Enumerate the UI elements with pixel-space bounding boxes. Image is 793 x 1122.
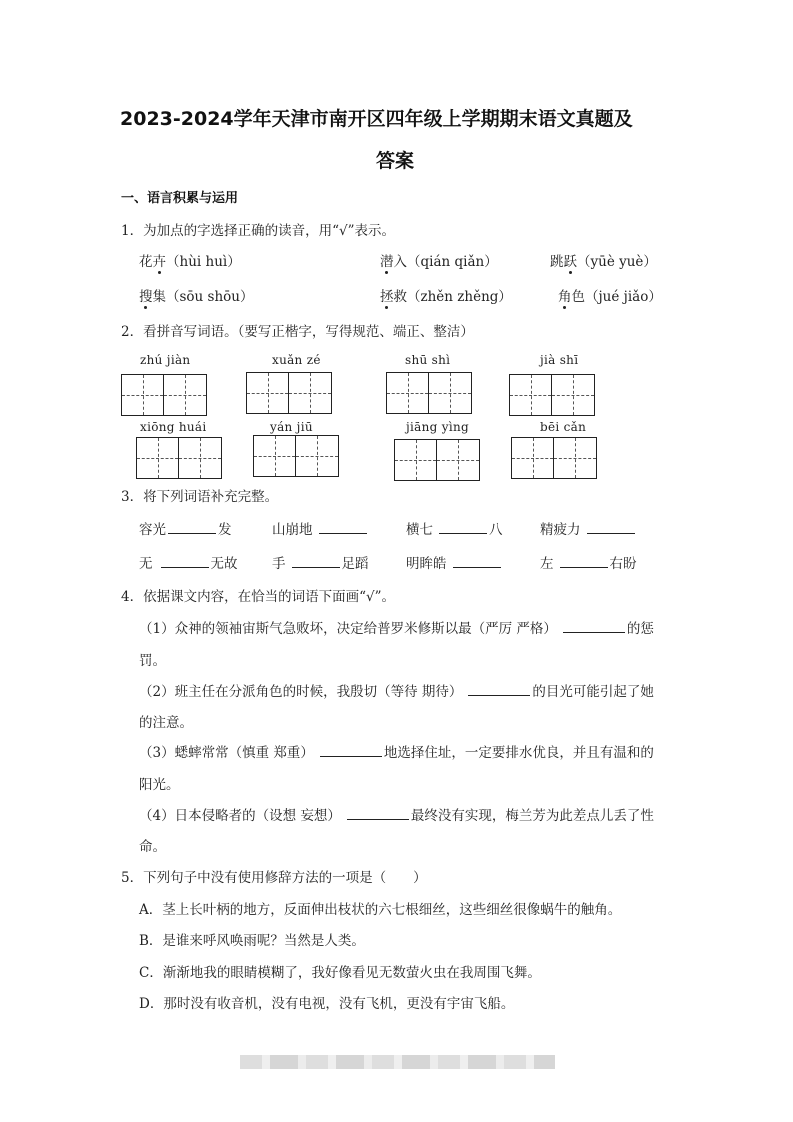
writing-grid[interactable]: [246, 372, 332, 414]
q1-item: 花卉（hùi huì）: [139, 254, 241, 270]
idiom-fill: 左 右盼: [540, 556, 637, 572]
option-a[interactable]: A．茎上长叶柄的地方，反面伸出枝状的六七根细丝，这些细丝很像蜗牛的触角。: [139, 902, 622, 918]
q4-item-cont: 罚。: [139, 653, 166, 669]
question-5-stem: 5．下列句子中没有使用修辞方法的一项是（ ）: [121, 870, 427, 886]
writing-grid[interactable]: [253, 435, 339, 477]
section-heading: 一、语言积累与运用: [121, 191, 239, 206]
pinyin-label: xiōng huái: [140, 420, 207, 434]
idiom-fill: 无 无故: [139, 556, 238, 572]
q4-item-cont: 的注意。: [139, 715, 193, 731]
question-3-stem: 3．将下列词语补充完整。: [121, 489, 279, 505]
writing-grid[interactable]: [386, 372, 472, 414]
q1-item: 拯救（zhěn zhěng）: [380, 289, 512, 305]
idiom-fill: 手 足蹈: [272, 556, 369, 572]
blurred-footer-watermark: [240, 1055, 555, 1069]
pinyin-label: zhú jiàn: [140, 353, 191, 367]
q1-item: 跳跃（yūè yuè）: [550, 254, 657, 270]
q4-item: （2）班主任在分派角色的时候，我殷切（等待 期待） 的目光可能引起了她: [139, 684, 654, 700]
writing-grid[interactable]: [511, 437, 597, 479]
page-title-line1: 2023-2024学年天津市南开区四年级上学期期末语文真题及: [120, 108, 633, 130]
idiom-fill: 容光 发: [139, 522, 232, 538]
writing-grid[interactable]: [509, 374, 595, 416]
writing-grid[interactable]: [394, 439, 480, 481]
pinyin-label: xuǎn zé: [272, 353, 321, 367]
page-title-line2: 答案: [376, 150, 415, 172]
q4-item: （1）众神的领袖宙斯气急败坏，决定给普罗米修斯以最（严厉 严格） 的惩: [139, 621, 654, 637]
writing-grid[interactable]: [136, 437, 222, 479]
q1-item: 角色（jué jiǎo）: [558, 289, 662, 305]
pinyin-label: jià shī: [540, 353, 579, 367]
q1-item: 搜集（sōu shōu）: [139, 289, 254, 305]
option-b[interactable]: B．是谁来呼风唤雨呢？当然是人类。: [139, 933, 365, 949]
writing-grid[interactable]: [121, 374, 207, 416]
q1-item: 潜入（qián qiǎn）: [380, 254, 498, 270]
pinyin-label: jiāng yìng: [406, 420, 469, 434]
question-1-stem: 1．为加点的字选择正确的读音，用“√”表示。: [121, 223, 395, 239]
q4-item-cont: 阳光。: [139, 777, 180, 793]
pinyin-label: yán jiū: [270, 420, 313, 434]
q4-item-cont: 命。: [139, 839, 166, 855]
idiom-fill: 明眸皓: [406, 552, 503, 572]
question-4-stem: 4．依据课文内容，在恰当的词语下面画“√”。: [121, 589, 395, 605]
pinyin-label: bēi cǎn: [540, 420, 587, 434]
idiom-fill: 山崩地: [272, 518, 369, 538]
q4-item: （3）蟋蟀常常（慎重 郑重） 地选择住址，一定要排水优良，并且有温和的: [139, 745, 654, 761]
pinyin-label: shū shì: [405, 353, 451, 367]
option-d[interactable]: D．那时没有收音机，没有电视，没有飞机，更没有宇宙飞船。: [139, 996, 515, 1012]
option-c[interactable]: C．渐渐地我的眼睛模糊了，我好像看见无数萤火虫在我周围飞舞。: [139, 965, 541, 981]
question-2-stem: 2．看拼音写词语。（要写正楷字，写得规范、端正、整洁）: [121, 324, 474, 340]
idiom-fill: 横七 八: [406, 522, 503, 538]
q4-item: （4）日本侵略者的（设想 妄想） 最终没有实现，梅兰芳为此差点儿丢了性: [139, 808, 654, 824]
idiom-fill: 精疲力: [540, 518, 637, 538]
